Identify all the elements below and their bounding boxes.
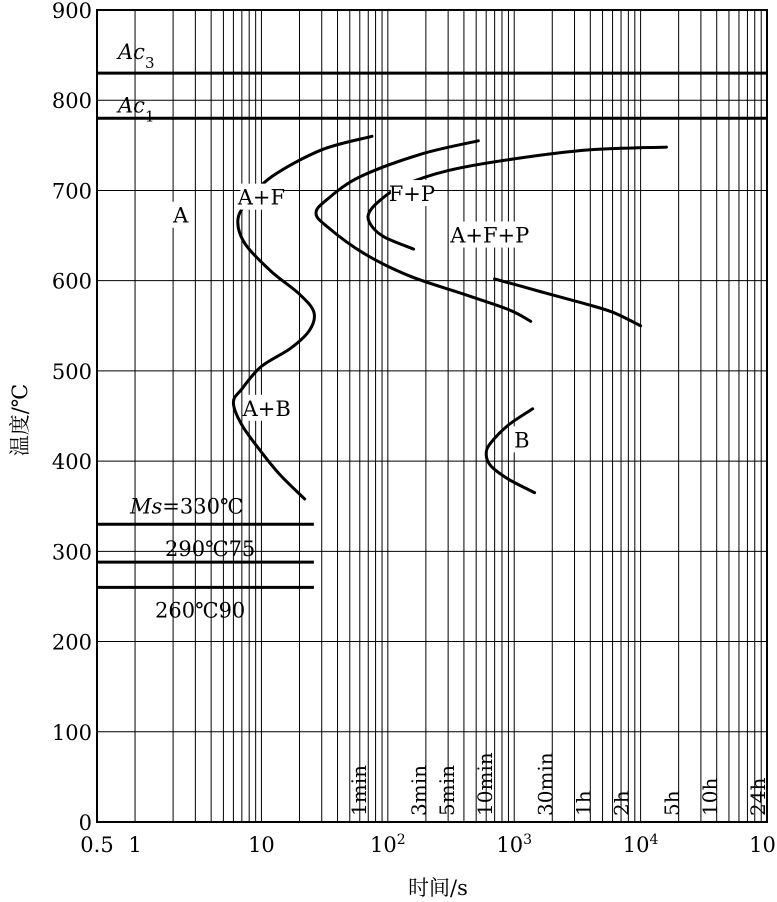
region-label: A+B <box>242 396 291 421</box>
y-tick-label: 300 <box>51 540 92 565</box>
reference-line-label: 260℃90 <box>155 598 246 623</box>
reference-line-label: Ms=330℃ <box>130 494 244 519</box>
time-marker-label: 5h <box>659 790 684 816</box>
time-marker-label: 10min <box>473 752 498 816</box>
y-tick-label: 100 <box>51 720 92 745</box>
x-tick-label: 0.5 <box>80 833 114 857</box>
region-label: F+P <box>388 182 436 207</box>
x-tick-label: $10^3$ <box>496 832 533 857</box>
time-marker-label: 3min <box>407 765 432 816</box>
y-tick-label: 200 <box>51 630 92 655</box>
time-marker-label: 24h <box>745 777 770 816</box>
time-marker-label: 5min <box>435 765 460 816</box>
region-label: A+F <box>237 185 286 210</box>
chart-grid <box>97 10 767 822</box>
chart-labels <box>52 0 777 857</box>
reference-line-label: $Ac_3$ <box>118 40 155 73</box>
y-tick-label: 500 <box>51 359 92 384</box>
y-tick-label: 900 <box>51 0 92 23</box>
x-tick-label: $10^4$ <box>622 832 659 857</box>
time-marker-label: 10h <box>697 777 722 816</box>
transformation-curve <box>495 279 641 326</box>
reference-line-label: 290℃75 <box>165 537 256 562</box>
time-marker-label: 1h <box>571 790 596 816</box>
plot-frame <box>97 10 767 822</box>
x-tick-label: 10 <box>749 833 776 857</box>
y-tick-label: 400 <box>51 450 92 475</box>
x-tick-label: 1 <box>128 833 142 857</box>
y-tick-label: 800 <box>51 89 92 114</box>
time-marker-label: 30min <box>533 752 558 816</box>
x-axis-label: 时间/s <box>408 876 468 900</box>
region-label: A+F+P <box>450 223 530 248</box>
time-marker-label: 2h <box>609 790 634 816</box>
region-label: B <box>514 428 530 453</box>
x-tick-label: 10 <box>248 833 275 857</box>
y-tick-label: 700 <box>51 179 92 204</box>
region-label: A <box>173 203 189 228</box>
y-tick-label: 600 <box>51 269 92 294</box>
reference-line-label: $Ac_1$ <box>118 93 155 126</box>
x-tick-label: $10^2$ <box>370 832 406 857</box>
time-marker-label: 1min <box>346 765 371 816</box>
y-axis-label: 温度/℃ <box>8 383 32 457</box>
y-tick-label: 0 <box>78 811 92 835</box>
